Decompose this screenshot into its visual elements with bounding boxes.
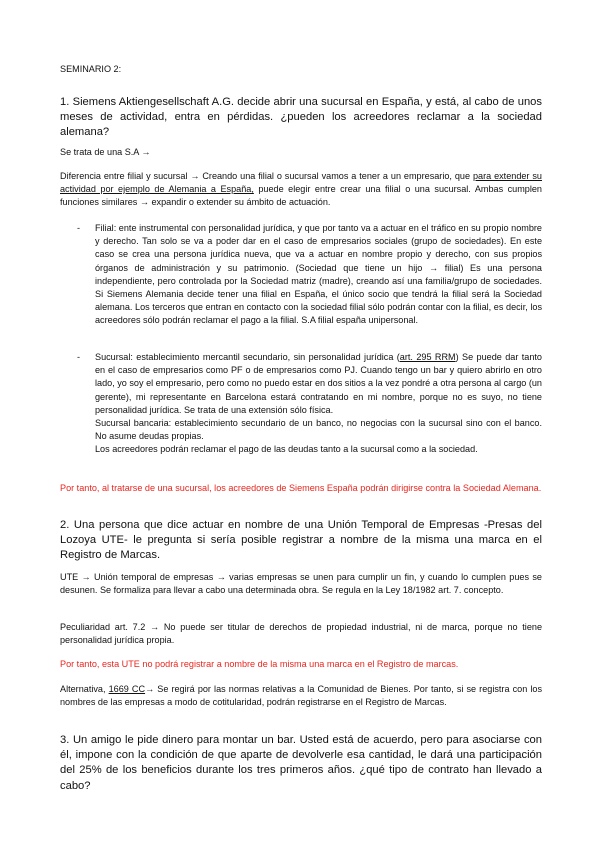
question-1: 1. Siemens Aktiengesellschaft A.G. decide abrir una sucursal en España, y está, al cabo de unos meses de actividad, entra en pérdidas. ¿pueden los acreedores reclamar a la sociedad alemana? [60,96,542,139]
filial-sucursal-difference [60,170,542,208]
difference-text-end: puede elegir entre crear una filial o una sucursal. Ambas cumplen funciones similares → expandir o extender su ámbito de actuación. [60,183,542,207]
conclusion-q2: Por tanto, esta UTE no podrá registrar a nombre de la misma una marca en el Registro de marcas. [60,659,459,669]
filial-definition: Filial: ente instrumental con personalidad jurídica, y que por tanto va a actuar en el tráfico en su propio nombre y derecho. Tan solo se va a poder dar en el caso de empresarios sociales (grupo de sociedades). En este caso se crea una persona jurídica nueva, que va a actuar en nombre propio y derecho, con sus propios órganos de administración y su patrimonio. (Sociedad que tiene un hijo → filial) Es una persona independiente, pero controlada por la Sociedad matriz (madre), creando así una familia/grupo de sociedades. Si Siemens Alemania decide tener una filial en España, el único socio que tendrá la filial será la Sociedad alemana. Los terceros que entran en contacto con la sociedad filial sólo podrán contar con la filial, es decir, los acreedores sólo podrán reclamar el pago a la filial. S.A filial españa unipersonal. [95,223,542,326]
sucursal-bancaria: Sucursal bancaria: establecimiento secundario de un banco, no negocias con la sucursal sino con el banco. No asume deudas propias. [95,418,542,442]
question-3: 3. Un amigo le pide dinero para montar un bar. Usted está de acuerdo, pero para asociarse con él, impone con la condición de que aparte de devolverle esa cantidad, le dará una participación del 25% de los beneficios durante los tres primeros años. ¿qué tipo de contrato han llevado a cabo? [60,734,542,792]
bullet-marker: - [77,352,81,362]
art-295-rrm-reference: art. 295 RRM [399,352,456,362]
page-title: SEMINARIO 2: [60,64,122,74]
bullet-marker: - [77,223,81,233]
sucursal-definition [95,351,542,457]
sucursal-text-start: Sucursal: establecimiento mercantil secundario, sin personalidad jurídica ( [95,352,400,362]
ute-definition: UTE → Unión temporal de empresas → varias empresas se unen para cumplir un fin, y cuando lo cumplen pues se desunen. Se formaliza para llevar a cabo una determinada obra. Se regula en la Ley 18/1982 art. 7. concepto. [60,572,542,595]
difference-underlined-text: para extender su actividad por ejemplo de Alemania a España, [60,171,542,194]
art-1669-cc-reference: 1669 CC [108,684,146,694]
acreedores-note: Los acreedores podrán reclamar el pago de las deudas tanto a la sucursal como a la sociedad. [95,444,478,455]
alternativa-text-start: Alternativa, [60,684,109,694]
question-2: 2. Una persona que dice actuar en nombre de una Unión Temporal de Empresas -Presas del Lozoya UTE- le pregunta si sería posible registrar a nombre de la misma una marca en el Registro de Marcas. [60,519,542,562]
answer-intro: Se trata de una S.A → [60,147,151,157]
difference-text-start: Diferencia entre filial y sucursal → Creando una filial o sucursal vamos a tener a un empresario, que [60,171,473,181]
alternativa-note [60,683,542,709]
sucursal-text-end: ) Se puede dar tanto en el caso de empresarios como PF o de empresarios como PJ. Cuando tengo un bar y quiero abrirlo en otro lado, yo soy el empresario, pero como no puedo estar en dos sitios a la vez pondré a otra persona al cargo (un gerente), mi representante en Barcelona estará contratando en mi nombre, porque no es suyo, no tiene personalidad jurídica. Se trata de una extensión sólo física. [95,352,542,415]
alternativa-text-end: → Se regirá por las normas relativas a la Comunidad de Bienes. Por tanto, si se registra con los nombres de las empresas a modo de cotitularidad, podrán registrarse en el Registro de Marcas. [60,684,542,707]
peculiaridad-note: Peculiaridad art. 7.2 → No puede ser titular de derechos de propiedad industrial, ni de marca, porque no tiene personalidad jurídica propia. [60,622,542,645]
sucursal-paragraph [95,351,542,417]
conclusion-q1: Por tanto, al tratarse de una sucursal, los acreedores de Siemens España podrán dirigirse contra la Sociedad Alemana. [60,483,542,493]
